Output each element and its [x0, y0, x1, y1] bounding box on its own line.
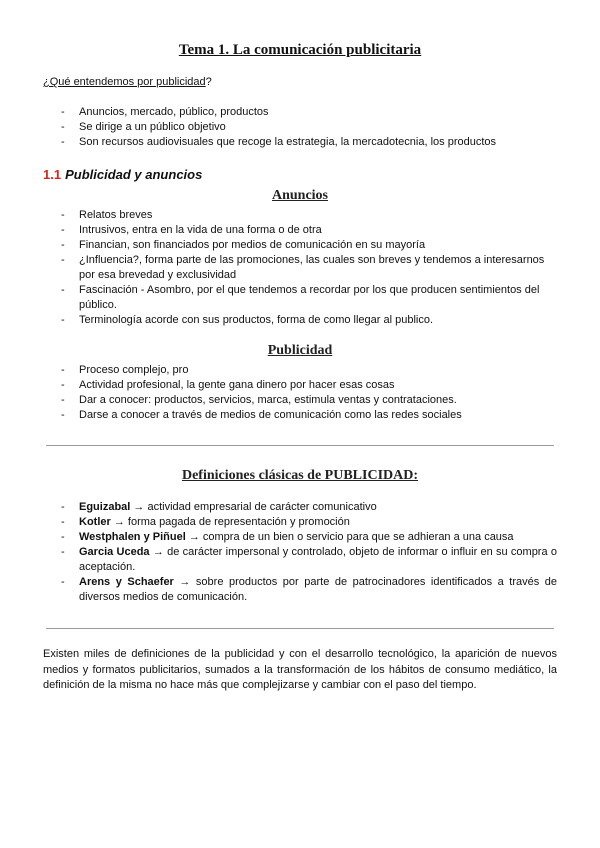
list-item: - Anuncios, mercado, público, productos — [43, 105, 563, 120]
definition-item — [43, 545, 557, 575]
definition-author: Garcia Uceda — [79, 546, 150, 558]
question-line — [43, 76, 212, 88]
list-item: - Se dirige a un público objetivo — [43, 120, 563, 135]
list-item: - Relatos breves — [43, 208, 563, 223]
definition-text: → actividad empresarial de carácter comunicativo — [130, 501, 377, 513]
list-item: - Actividad profesional, la gente gana dinero por hacer esas cosas — [43, 378, 563, 393]
definition-text: → compra de un bien o servicio para que se adhieran a una causa — [185, 531, 514, 543]
definition-author: Arens y Schaefer — [79, 576, 174, 588]
definition-text: → de carácter impersonal y controlado, objeto de informar o influir en su compra o aceptación. — [79, 546, 557, 573]
definition-author: Westphalen y Piñuel — [79, 531, 186, 543]
intro-list — [43, 105, 563, 150]
closing-paragraph: Existen miles de definiciones de la publicidad y con el desarrollo tecnológico, la aparición de nuevos medios y formatos publicitarios, sumados a la transformación de los hábitos de consumo mediático, la definición de la misma no hace más que complejizarse y cambiar con el paso del tiempo. — [43, 648, 557, 691]
question-mark: ? — [205, 76, 212, 88]
definition-item — [43, 530, 557, 545]
list-item: - Fascinación - Asombro, por el que tendemos a recordar por los que producen sentimientos del público. — [43, 283, 563, 313]
definition-author: Kotler — [79, 516, 111, 528]
list-item: - ¿Influencia?, forma parte de las promociones, las cuales son breves y tendemos a interesarnos por esa brevedad y exclusividad — [43, 253, 563, 283]
question-text: ¿Qué entendemos por publicidad — [43, 76, 206, 88]
section-title: Publicidad y anuncios — [65, 167, 203, 182]
list-item: - Dar a conocer: productos, servicios, marca, estimula ventas y contrataciones. — [43, 393, 563, 408]
definition-item — [43, 500, 557, 515]
list-item: - Proceso complejo, pro — [43, 363, 563, 378]
definition-item — [43, 515, 557, 530]
anuncios-list — [43, 208, 563, 328]
list-item: - Terminología acorde con sus productos, forma de como llegar al publico. — [43, 313, 563, 328]
list-item: - Financian, son financiados por medios de comunicación en su mayoría — [43, 238, 563, 253]
publicidad-heading: Publicidad — [267, 343, 333, 358]
list-item: - Son recursos audiovisuales que recoge la estrategia, la mercadotecnia, los productos — [43, 135, 563, 150]
divider — [46, 445, 554, 446]
definition-text: → forma pagada de representación y promoción — [110, 516, 350, 528]
definition-text: → sobre productos por parte de patrocinadores identificados a través de diversos medios de comunicación. — [79, 576, 557, 603]
section-heading — [43, 167, 202, 182]
list-item: - Darse a conocer a través de medios de comunicación como las redes sociales — [43, 408, 563, 423]
list-item: - Intrusivos, entra en la vida de una forma o de otra — [43, 223, 563, 238]
divider — [46, 628, 554, 629]
definiciones-list — [43, 500, 557, 605]
section-number: 1.1 — [43, 167, 62, 182]
definition-author: Eguizabal — [79, 501, 131, 513]
definition-item — [43, 575, 557, 605]
definiciones-heading: Definiciones clásicas de PUBLICIDAD: — [181, 468, 419, 483]
publicidad-list — [43, 363, 563, 423]
anuncios-heading: Anuncios — [271, 188, 329, 203]
page-title: Tema 1. La comunicación publicitaria — [178, 42, 422, 58]
